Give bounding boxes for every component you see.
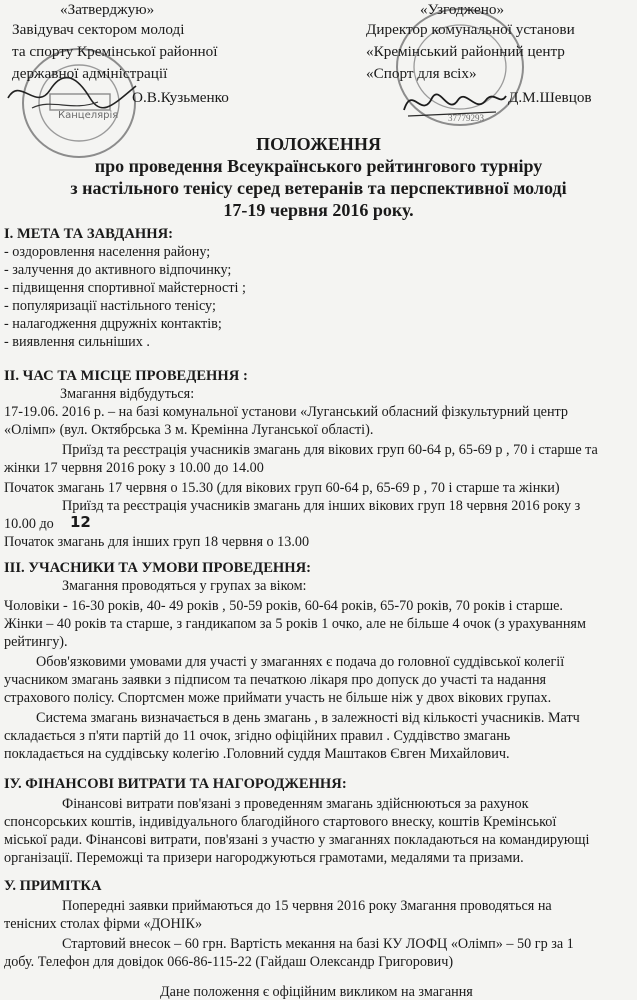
agreer-position-2: «Кремінський районний центр (366, 43, 565, 60)
approve-label: «Затверджую» (60, 1, 155, 18)
section-2-heading: ІІ. ЧАС ТА МІСЦЕ ПРОВЕДЕННЯ : (4, 368, 248, 384)
section-4-line: Фінансові витрати пов'язані з проведенням змагань здійснюються за рахунок (62, 796, 529, 812)
section-2-line: «Олімп» (вул. Октябрська 3 м. Кремінна Луганської області). (4, 422, 374, 438)
handwritten-time: 12 (70, 513, 91, 531)
section-2-line: Приїзд та реєстрація учасників змагань для вікових груп 60-64 р, 65-69 р , 70 і старше та (62, 442, 598, 458)
section-4-line: міської ради. Фінансові витрати, пов'язані з участю у змаганнях покладаються на командирующі (4, 832, 590, 848)
section-2-line: 10.00 до (4, 516, 54, 532)
approver-position-1: Завідувач сектором молоді (12, 21, 185, 38)
document-title: ПОЛОЖЕННЯ (256, 134, 381, 154)
section-1-heading: І. МЕТА ТА ЗАВДАННЯ: (4, 226, 173, 242)
section-5-line: добу. Телефон для довідок 066-86-115-22 (Гайдаш Олександр Григорович) (4, 954, 454, 970)
section-4-heading: ІУ. ФІНАНСОВІ ВИТРАТИ ТА НАГОРОДЖЕННЯ: (4, 776, 347, 792)
section-1-item: - налагодження дцружніх контактів; (4, 316, 222, 332)
section-3-line: рейтингу). (4, 634, 68, 650)
section-1-item: - оздоровлення населення району; (4, 244, 211, 260)
left-stamp-text: Канцелярія (58, 110, 119, 121)
section-2-line: Початок змагань для інших груп 18 червня о 13.00 (4, 534, 310, 550)
agreer-name: Д.М.Шевцов (508, 89, 592, 106)
section-5-line: тенісних столах фірми «ДОНІК» (4, 916, 203, 932)
section-4-line: спонсорських коштів, індивідуального благодійного стартового внеску, коштів Кремінської (4, 814, 557, 830)
footer-note: Дане положення є офіційним викликом на змагання (160, 984, 473, 1000)
agreer-position-3: «Спорт для всіх» (366, 65, 477, 82)
section-5-line: Попередні заявки приймаються до 15 червня 2016 року Змагання проводяться на (62, 898, 552, 914)
document-subtitle-1: про проведення Всеукраїнського рейтингового турніру (94, 156, 543, 176)
section-4-line: організації. Переможці та призери нагороджуються грамотами, медалями та призами. (4, 850, 524, 866)
section-3-line: Чоловіки - 16-30 років, 40- 49 років , 50-59 років, 60-64 років, 65-70 років, 70 років і старше. (4, 598, 563, 614)
section-5-heading: У. ПРИМІТКА (4, 878, 102, 894)
left-signature (2, 68, 142, 118)
section-3-line: складається з п'яти партій до 11 очок, згідно офіційних правил . Суддівство змагань (4, 728, 511, 744)
approver-position-2: та спорту Кремінської районної (12, 43, 218, 60)
section-3-line: покладається на суддівську колегію .Головний суддя Маштаков Євген Михайлович. (4, 746, 510, 762)
section-3-line: Змагання проводяться у групах за віком: (62, 578, 307, 594)
agreer-position-1: Директор комунальної установи (366, 21, 575, 38)
section-3-line: Система змагань визначається в день змагань , в залежності від кількості учасників. Матч (36, 710, 580, 726)
section-2-line: 17-19.06. 2016 р. – на базі комунальної установи «Луганський обласний фізкультурний центр (4, 404, 569, 420)
document-subtitle-2: з настільного тенісу серед ветеранів та перспективної молоді (70, 178, 567, 198)
approver-position-3: державної адміністрації (12, 65, 168, 82)
section-3-line: учасником змагань заявки з підписом та печаткою лікаря про допуск до участі та надання (4, 672, 547, 688)
section-3-heading: ІІІ. УЧАСНИКИ ТА УМОВИ ПРОВЕДЕННЯ: (4, 560, 312, 576)
section-3-line: Жінки – 40 років та старше, з гандикапом за 5 років 1 очко, але не більше 4 очок (з урахуванням (4, 616, 586, 632)
section-2-line: жінки 17 червня 2016 року з 10.00 до 14.00 (4, 460, 264, 476)
section-5-line: Стартовий внесок – 60 грн. Вартість мекання на базі КУ ЛОФЦ «Олімп» – 50 гр за 1 (62, 936, 574, 952)
section-1-item: - підвищення спортивної майстерності ; (4, 280, 246, 296)
section-2-line: Початок змагань 17 червня о 15.30 (для вікових груп 60-64 р, 65-69 р , 70 і старше та жінки) (4, 480, 560, 496)
agree-label: «Узгоджено» (420, 1, 505, 18)
section-2-line: Приїзд та реєстрація учасників змагань для інших вікових груп 18 червня 2016 року з (62, 498, 581, 514)
section-1-item: - залучення до активного відпочинку; (4, 262, 232, 278)
section-1-item: - популяризації настільного тенісу; (4, 298, 216, 314)
approver-name: О.В.Кузьменко (132, 89, 229, 106)
section-3-line: страхового полісу. Спортсмен може приймати участь не більше ніж у двох вікових групах. (4, 690, 552, 706)
section-2-line: Змагання відбудуться: (60, 386, 195, 402)
document-subtitle-3: 17-19 червня 2016 року. (223, 200, 414, 220)
section-3-line: Обов'язковими умовами для участі у змаганнях є подача до головної суддівської колегії (36, 654, 565, 670)
right-signature (400, 80, 510, 124)
section-1-item: - виявлення сильніших . (4, 334, 150, 350)
right-stamp-code: 37779293 (448, 113, 484, 123)
